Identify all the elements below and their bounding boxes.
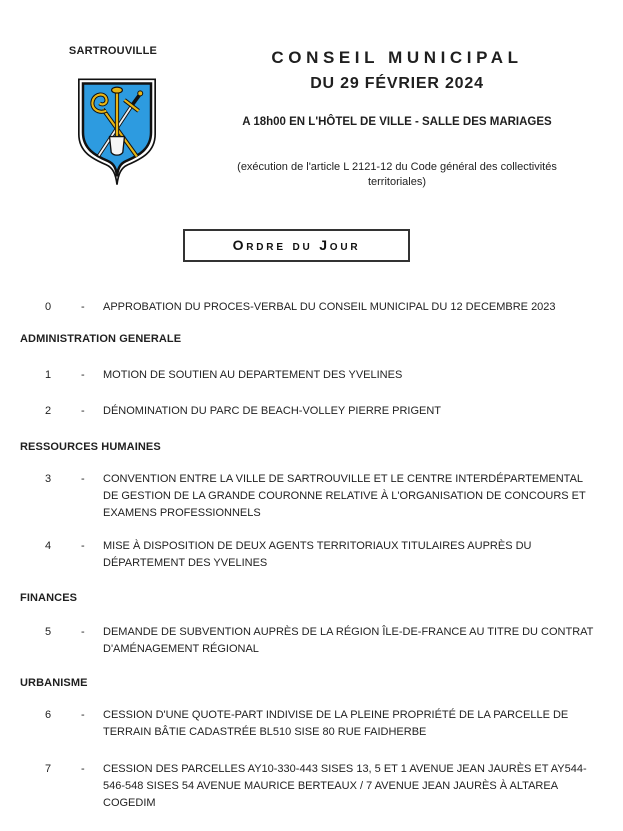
agenda-item-dash: - xyxy=(81,763,85,775)
meeting-location: A 18h00 EN L'HÔTEL DE VILLE - SALLE DES MARIAGES xyxy=(242,116,552,128)
agenda-item-dash: - xyxy=(81,301,85,313)
agenda-item-2 xyxy=(0,403,623,420)
document-header xyxy=(185,47,609,190)
agenda-item-3 xyxy=(0,471,623,522)
agenda-item-0 xyxy=(0,299,623,316)
agenda-item-number: 4 xyxy=(45,540,52,552)
agenda-item-text: DEMANDE DE SUBVENTION AUPRÈS DE LA RÉGION ÎLE-DE-FRANCE AU TITRE DU CONTRAT D'AMÉNAGEMENT RÉGIONAL xyxy=(103,626,594,655)
page-title: CONSEIL MUNICIPAL xyxy=(271,48,523,67)
agenda-item-6 xyxy=(0,707,623,741)
agenda-item-dash: - xyxy=(81,709,85,721)
agenda-item-dash: - xyxy=(81,626,85,638)
agenda-item-text: CONVENTION ENTRE LA VILLE DE SARTROUVILLE ET LE CENTRE INTERDÉPARTEMENTAL DE GESTION DE LA GRANDE COURONNE RELATIVE À L'ORGANISATION DE CONCOURS ET EXAMENS PROFESSIONNELS xyxy=(103,473,586,519)
agenda-item-text: CESSION DES PARCELLES AY10-330-443 SISES 13, 5 ET 1 AVENUE JEAN JAURÈS ET AY544-546-548 SISES 54 AVENUE MAURICE BERTEAUX / 7 AVENUE JEAN JAURÈS À ALTAREA COGEDIM xyxy=(103,763,587,809)
agenda-section-ressources-humaines: RESSOURCES HUMAINES xyxy=(20,441,161,453)
sartrouville-coat-of-arms-icon xyxy=(75,76,159,188)
agenda-item-text: APPROBATION DU PROCES-VERBAL DU CONSEIL MUNICIPAL DU 12 DECEMBRE 2023 xyxy=(103,301,556,313)
agenda-heading-box: Ordre du Jour xyxy=(183,229,410,262)
agenda-item-text: CESSION D'UNE QUOTE-PART INDIVISE DE LA PLEINE PROPRIÉTÉ DE LA PARCELLE DE TERRAIN BÂTIE CADASTRÉE BL510 SISE 80 RUE FAIDHERBE xyxy=(103,709,569,738)
agenda-item-number: 5 xyxy=(45,626,52,638)
agenda-item-7 xyxy=(0,761,623,812)
legal-note: (exécution de l'article L 2121-12 du Code général des collectivités territoriales) xyxy=(237,161,557,188)
agenda-item-dash: - xyxy=(81,540,85,552)
agenda-item-5 xyxy=(0,624,623,658)
agenda-item-text: DÉNOMINATION DU PARC DE BEACH-VOLLEY PIERRE PRIGENT xyxy=(103,405,442,417)
agenda-item-number: 6 xyxy=(45,709,52,721)
agenda-item-number: 2 xyxy=(45,405,52,417)
agenda-item-dash: - xyxy=(81,405,85,417)
municipality-name: SARTROUVILLE xyxy=(68,45,158,57)
agenda-item-text: MOTION DE SOUTIEN AU DEPARTEMENT DES YVELINES xyxy=(103,369,403,381)
agenda-section-administration-generale: ADMINISTRATION GENERALE xyxy=(20,333,182,345)
agenda-section-finances: FINANCES xyxy=(20,592,78,604)
agenda-item-number: 3 xyxy=(45,473,52,485)
agenda-item-text: MISE À DISPOSITION DE DEUX AGENTS TERRITORIAUX TITULAIRES AUPRÈS DU DÉPARTEMENT DES YVELINES xyxy=(103,540,532,569)
meeting-date: DU 29 FÉVRIER 2024 xyxy=(310,75,484,92)
agenda-item-dash: - xyxy=(81,369,85,381)
agenda-item-dash: - xyxy=(81,473,85,485)
agenda-item-number: 0 xyxy=(45,301,52,313)
agenda-item-number: 7 xyxy=(45,763,52,775)
agenda-section-urbanisme: URBANISME xyxy=(20,677,88,689)
agenda-item-4 xyxy=(0,538,623,572)
agenda-item-1 xyxy=(0,367,623,384)
agenda-item-number: 1 xyxy=(45,369,52,381)
